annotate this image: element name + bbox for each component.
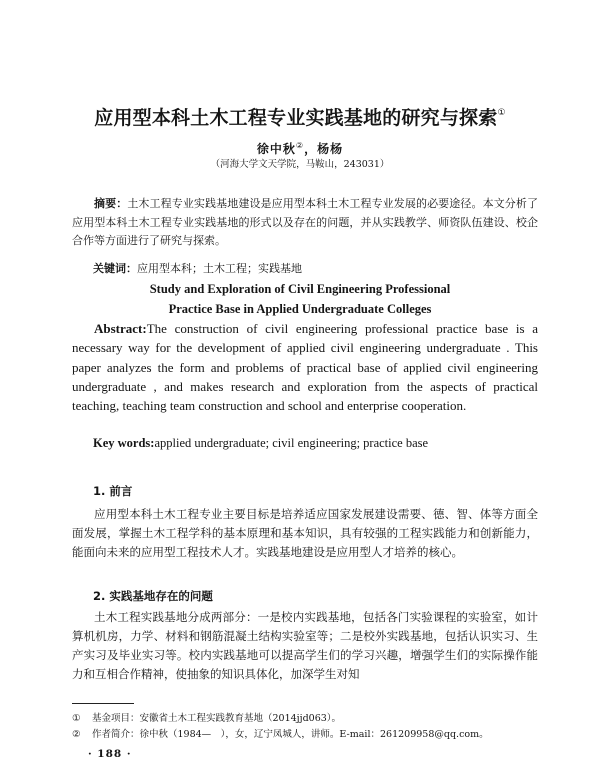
footnote-2-text: 作者简介：徐中秋（1984— ），女，辽宁凤城人，讲师。E-mail：261209958@qq.com。 xyxy=(92,729,489,740)
footnote-1 xyxy=(72,713,542,725)
author-footnote-mark: ② xyxy=(295,141,305,150)
abstract-en-text: The construction of civil engineering professional practice base is a necessary way for the development of applied civil engineering undergraduate . This paper analyzes the form and problems of practical base of applied civil engineering undergraduate , and makes research and exploration from the aspects of practical teaching, teaching team construction and school and enterprise cooperation. xyxy=(72,321,538,414)
keywords-en-label: Key words: xyxy=(93,436,155,450)
section-1-text: 应用型本科土木工程专业主要目标是培养适应国家发展建设需要、德、智、体等方面全面发展，掌握土木工程学科的基本原理和基本知识，具有较强的工程实践能力和创新能力，能面向未来的应用型工程技术人才。实践基地建设是应用型人才培养的核心。 xyxy=(72,507,538,559)
author-secondary: ，杨杨 xyxy=(304,142,344,156)
english-title xyxy=(0,280,600,319)
footnote-1-text: 基金项目：安徽省土木工程实践教育基地（2014jjd063）。 xyxy=(92,713,342,724)
section-2-heading: 2. 实践基地存在的问题 xyxy=(93,589,213,603)
abstract-zh xyxy=(72,195,538,251)
affiliation: （河海大学文天学院，马鞍山，243031） xyxy=(210,159,390,170)
section-2-text: 土木工程实践基地分成两部分：一是校内实践基地，包括各门实验课程的实验室，如计算机机房，力学、材料和钢筋混凝土结构实验室等；二是校外实践基地，包括认识实习、生产实习及毕业实习等。校内实践基地可以提高学生们的学习兴趣，增强学生们的实际操作能力和互相合作精神，使抽象的知识具体化，加深学生对知 xyxy=(72,610,538,681)
author-primary: 徐中秋 xyxy=(256,142,296,156)
abstract-en xyxy=(72,319,538,415)
abstract-zh-text: 土木工程专业实践基地建设是应用型本科土木工程专业发展的必要途径。本文分析了应用型本科土木工程专业实践基地的形式以及存在的问题，并从实践教学、师资队伍建设、校企合作等方面进行了研究与探索。 xyxy=(72,197,539,247)
footnote-2-mark: ② xyxy=(72,729,81,740)
footnote-1-mark: ① xyxy=(72,713,81,724)
page-number: · 188 · xyxy=(88,748,132,760)
keywords-zh-label: 关键词： xyxy=(93,262,137,275)
keywords-en xyxy=(93,436,533,451)
footnote-divider xyxy=(72,703,134,704)
footnote-2 xyxy=(72,729,542,741)
abstract-en-label: Abstract: xyxy=(94,321,147,336)
title-footnote-mark: ① xyxy=(497,108,506,118)
abstract-zh-label: 摘要： xyxy=(94,197,128,210)
keywords-en-text: applied undergraduate; civil engineering; practice base xyxy=(154,436,429,450)
english-title-line-2: Practice Base in Applied Undergraduate Colleges xyxy=(168,301,432,316)
keywords-zh xyxy=(93,262,533,276)
english-title-line-1: Study and Exploration of Civil Engineering Professional xyxy=(149,282,451,296)
section-1-heading: 1. 前言 xyxy=(93,484,133,498)
paper-title-text: 应用型本科土木工程专业实践基地的研究与探索 xyxy=(94,107,498,129)
paper-title xyxy=(60,101,540,130)
authors xyxy=(0,140,600,157)
keywords-zh-text: 应用型本科；土木工程；实践基地 xyxy=(137,262,302,275)
